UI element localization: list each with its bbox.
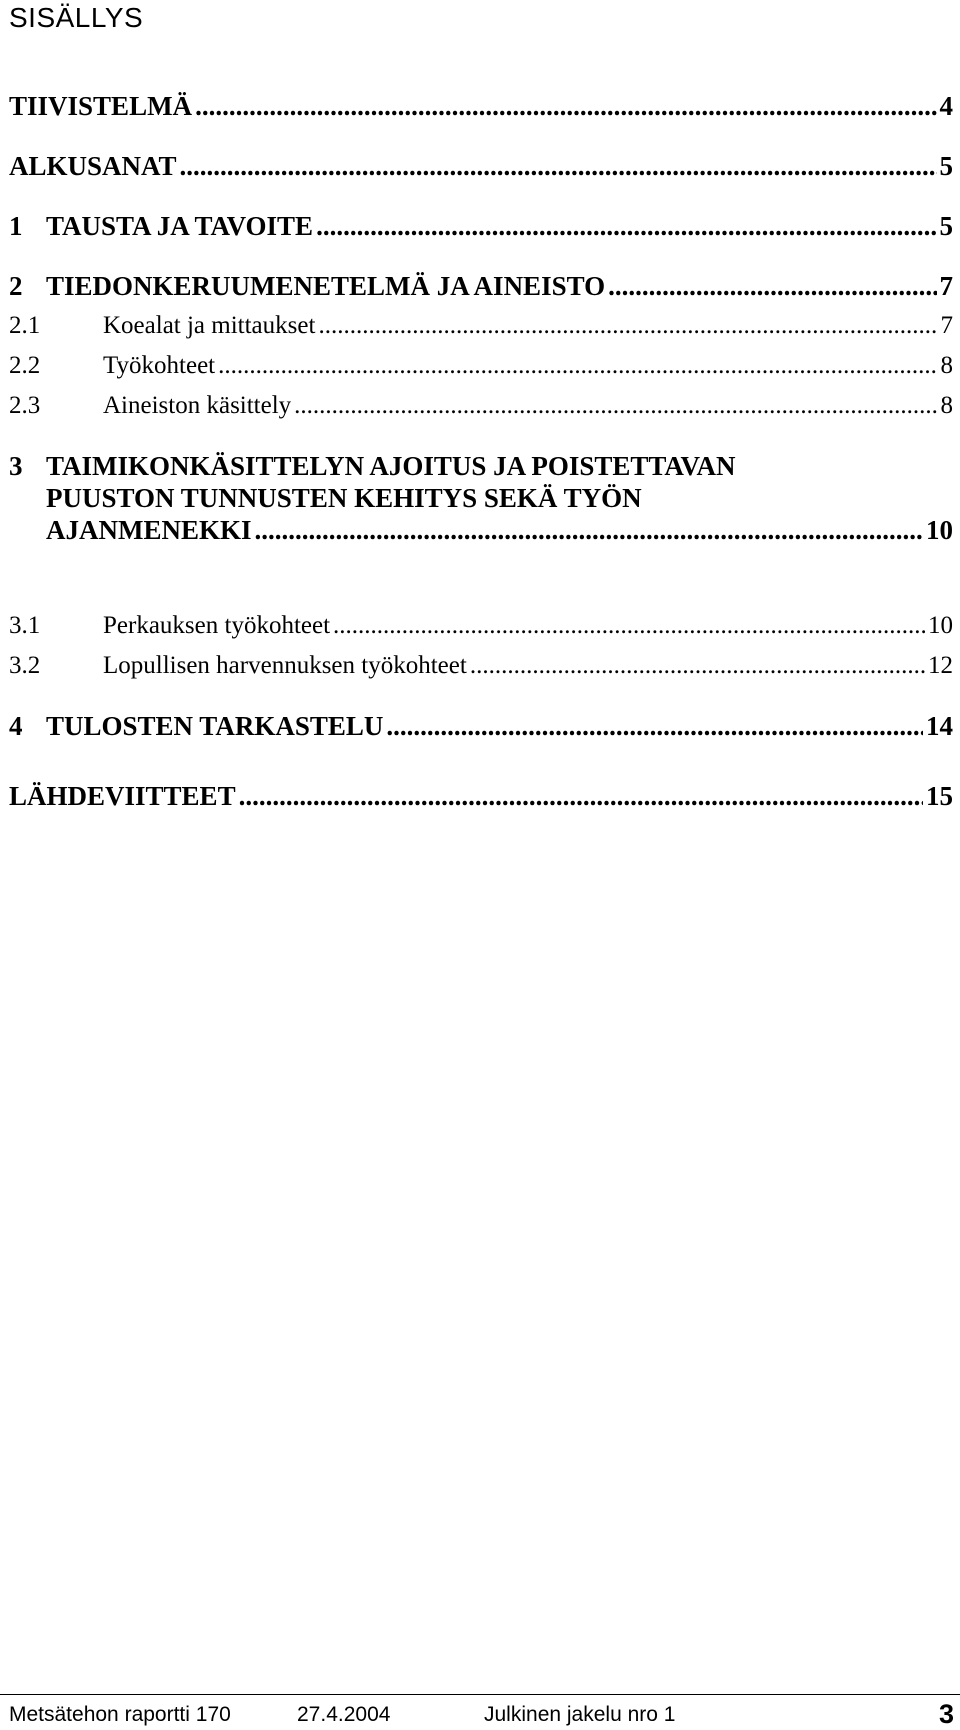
footer-distribution: Julkinen jakelu nro 1 <box>484 1703 676 1726</box>
footer-date: 27.4.2004 <box>297 1703 391 1726</box>
toc-entry-title: TULOSTEN TARKASTELU <box>46 711 384 741</box>
dot-leader <box>386 711 923 742</box>
toc-section-number: 3 <box>9 451 23 481</box>
dot-leader <box>195 91 936 122</box>
toc-entry-chapter-4[interactable] <box>9 711 953 742</box>
toc-entry-tiivistelma[interactable] <box>9 91 953 122</box>
toc-section-number: 2.1 <box>9 312 41 339</box>
dot-leader <box>318 312 937 340</box>
toc-page-number: 8 <box>940 352 953 379</box>
toc-page-number: 7 <box>939 271 953 301</box>
footer-report-name: Metsätehon raportti 170 <box>9 1703 231 1726</box>
toc-page-number: 4 <box>939 91 953 121</box>
toc-entry-section-2-2[interactable] <box>9 352 953 380</box>
toc-entry-chapter-1[interactable] <box>9 211 953 242</box>
toc-page-number: 5 <box>939 211 953 241</box>
toc-page-number: 5 <box>939 151 953 181</box>
toc-entry-title-line-2: PUUSTON TUNNUSTEN KEHITYS SEKÄ TYÖN <box>46 483 642 513</box>
dot-leader <box>239 781 923 812</box>
toc-page-number: 12 <box>928 652 953 679</box>
toc-entry-title: TIEDONKERUUMENETELMÄ JA AINEISTO <box>46 271 606 301</box>
toc-entry-chapter-3[interactable] <box>9 450 953 546</box>
dot-leader <box>294 392 937 420</box>
toc-entry-alkusanat[interactable] <box>9 151 953 182</box>
toc-entry-title: Aineiston käsittely <box>103 392 292 419</box>
toc-page-number: 10 <box>928 612 953 639</box>
toc-section-number: 2 <box>9 271 23 301</box>
toc-section-number: 2.2 <box>9 352 41 379</box>
toc-entry-title: TIIVISTELMÄ <box>9 91 193 121</box>
toc-section-number: 3.2 <box>9 652 41 679</box>
toc-page-number: 10 <box>926 515 953 545</box>
toc-entry-title: Koealat ja mittaukset <box>103 312 316 339</box>
toc-entry-lahdeviitteet[interactable] <box>9 781 953 812</box>
toc-entry-title: TAUSTA JA TAVOITE <box>46 211 314 241</box>
toc-entry-section-3-1[interactable] <box>9 612 953 640</box>
toc-section-number: 3.1 <box>9 612 41 639</box>
toc-entry-title: Työkohteet <box>103 352 216 379</box>
toc-page-number: 8 <box>940 392 953 419</box>
dot-leader <box>316 211 936 242</box>
toc-entry-section-2-1[interactable] <box>9 312 953 340</box>
toc-entry-title: Lopullisen harvennuksen työkohteet <box>103 652 467 679</box>
toc-page-number: 7 <box>940 312 953 339</box>
dot-leader <box>608 271 936 302</box>
toc-section-number: 2.3 <box>9 392 41 419</box>
toc-section-number: 4 <box>9 711 23 741</box>
toc-entry-title: Perkauksen työkohteet <box>103 612 331 639</box>
toc-entry-title-line-1: TAIMIKONKÄSITTELYN AJOITUS JA POISTETTAVAN <box>46 451 736 481</box>
toc-entry-chapter-2[interactable] <box>9 271 953 302</box>
toc-entry-title: ALKUSANAT <box>9 151 177 181</box>
dot-leader <box>470 652 925 680</box>
toc-entry-title: LÄHDEVIITTEET <box>9 781 236 811</box>
toc-entry-section-3-2[interactable] <box>9 652 953 680</box>
page-title: SISÄLLYS <box>9 2 144 33</box>
dot-leader <box>218 352 937 380</box>
dot-leader <box>333 612 925 640</box>
toc-section-number: 1 <box>9 211 23 241</box>
toc-entry-title-line-3: AJANMENEKKI <box>46 515 252 545</box>
footer-page-number: 3 <box>938 1699 954 1729</box>
toc-page-number: 14 <box>926 711 953 741</box>
dot-leader <box>255 514 923 546</box>
toc-page-number: 15 <box>926 781 953 811</box>
page-footer <box>0 1694 960 1729</box>
dot-leader <box>180 151 937 182</box>
toc-entry-section-2-3[interactable] <box>9 392 953 420</box>
